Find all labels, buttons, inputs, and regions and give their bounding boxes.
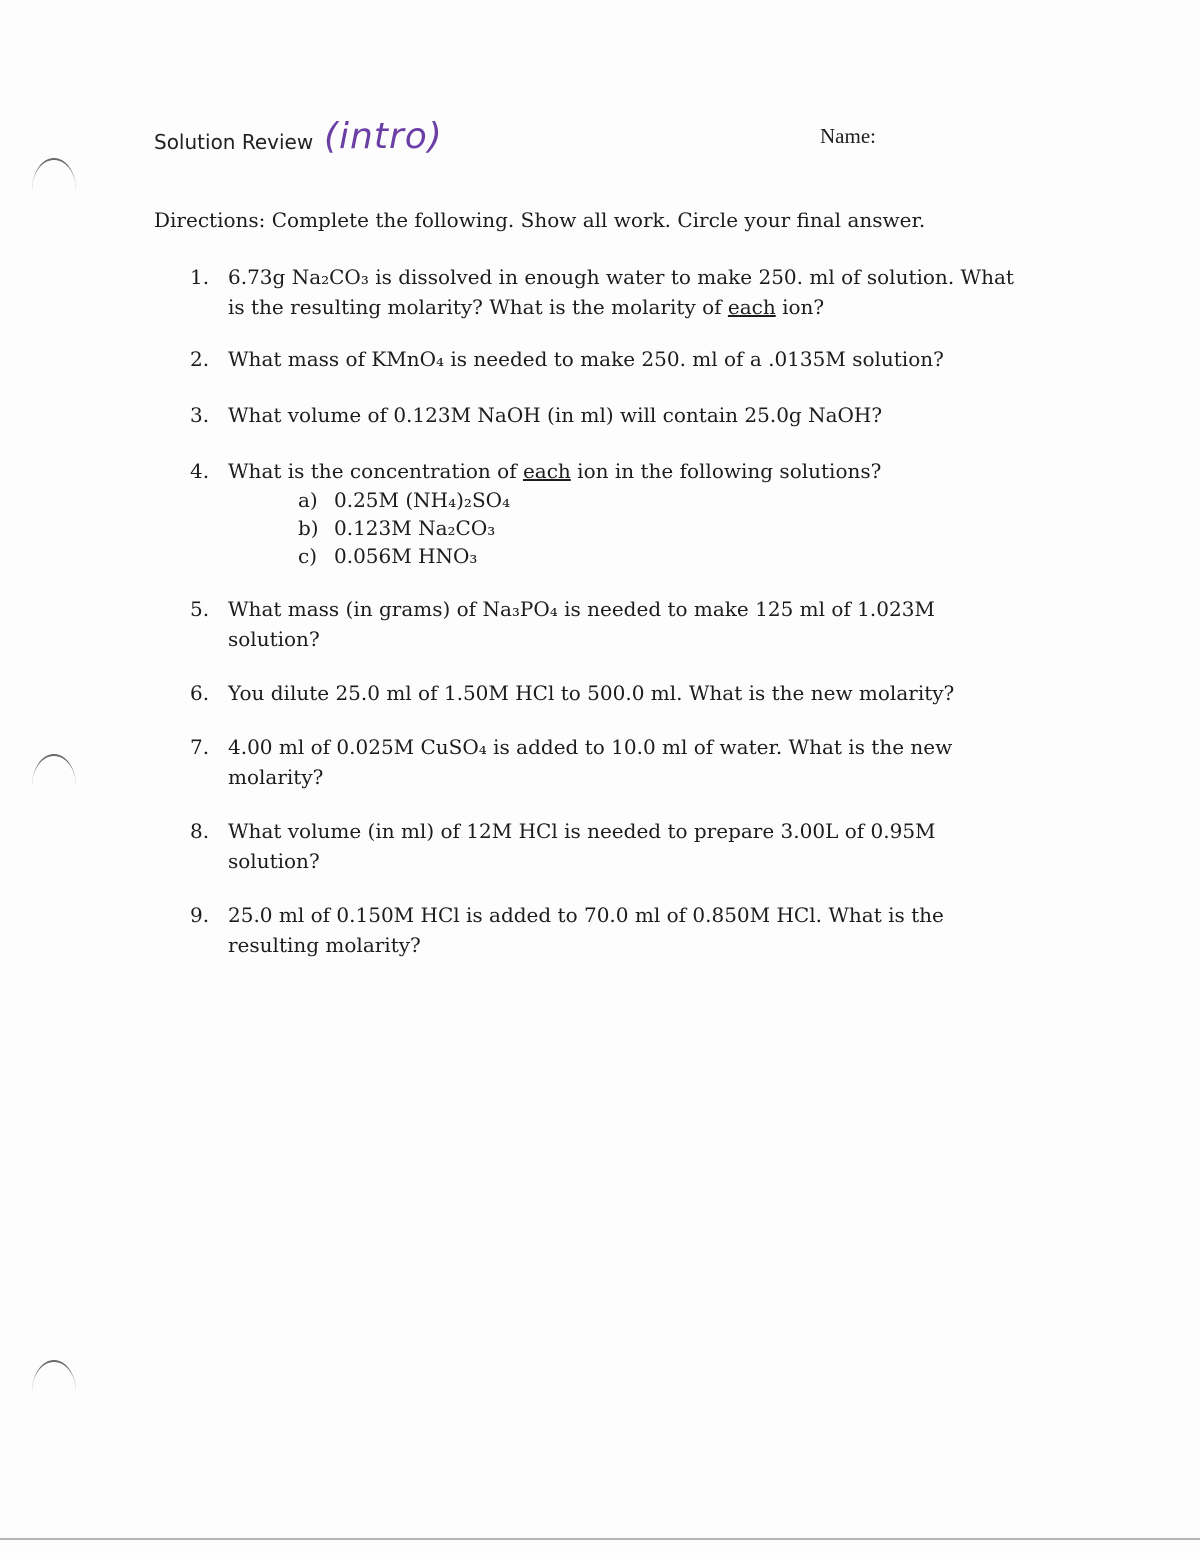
question-text: 6.73g Na₂CO₃ is dissolved in enough water to make 250. ml of solution. What is the resulting molarity? What is the molarity of [228, 265, 1014, 319]
question-5 [190, 594, 1020, 654]
question-6 [190, 678, 1020, 708]
question-text: What mass (in grams) of Na₃PO₄ is needed to make 125 ml of 1.023M solution? [228, 597, 935, 651]
sub-question-letter: c) [298, 544, 318, 568]
question-8 [190, 816, 1020, 876]
directions-text: Directions: Complete the following. Show all work. Circle your final answer. [154, 208, 926, 232]
sub-question-letter: a) [298, 488, 318, 512]
question-list [190, 262, 1020, 960]
question-2 [190, 344, 1020, 374]
question-text: What volume (in ml) of 12M HCl is needed to prepare 3.00L of 0.95M solution? [228, 819, 936, 873]
page-edge-line [0, 1538, 1200, 1540]
sub-question-text: 0.056M HNO₃ [334, 544, 478, 568]
question-7 [190, 732, 1020, 792]
hole-punch-mark [32, 754, 76, 786]
sub-question-c [298, 542, 1020, 570]
question-1 [190, 262, 1020, 322]
question-text: 25.0 ml of 0.150M HCl is added to 70.0 ml of 0.850M HCl. What is the resulting molarity? [228, 903, 944, 957]
emphasis-text: each [522, 459, 571, 483]
hole-punch-mark [32, 1360, 76, 1392]
question-number: 2. [190, 347, 210, 371]
question-text: What mass of KMnO₄ is needed to make 250. ml of a .0135M solution? [228, 347, 944, 371]
question-number: 7. [190, 735, 210, 759]
question-number: 5. [190, 597, 210, 621]
emphasis-text: each [727, 295, 776, 319]
question-text: What volume of 0.123M NaOH (in ml) will contain 25.0g NaOH? [228, 403, 883, 427]
question-number: 6. [190, 681, 210, 705]
handwritten-note: (intro) [324, 116, 443, 157]
question-text: You dilute 25.0 ml of 1.50M HCl to 500.0 ml. What is the new molarity? [228, 681, 955, 705]
question-9 [190, 900, 1020, 960]
sub-question-a [298, 486, 1020, 514]
worksheet-header [154, 118, 954, 178]
question-number: 1. [190, 265, 210, 289]
question-text: ion in the following solutions? [570, 459, 882, 483]
hole-punch-mark [32, 158, 76, 190]
question-text: What is the concentration of [228, 459, 523, 483]
question-text: ion? [775, 295, 825, 319]
sub-question-list [228, 486, 1020, 570]
question-text: 4.00 ml of 0.025M CuSO₄ is added to 10.0 ml of water. What is the new molarity? [228, 735, 953, 789]
question-3 [190, 400, 1020, 430]
question-number: 9. [190, 903, 210, 927]
sub-question-letter: b) [298, 516, 319, 540]
worksheet-title: Solution Review [154, 130, 314, 154]
question-number: 3. [190, 403, 210, 427]
sub-question-text: 0.123M Na₂CO₃ [334, 516, 496, 540]
question-number: 4. [190, 459, 210, 483]
question-number: 8. [190, 819, 210, 843]
name-label: Name: [820, 124, 876, 148]
question-4 [190, 456, 1020, 570]
sub-question-b [298, 514, 1020, 542]
sub-question-text: 0.25M (NH₄)₂SO₄ [334, 488, 511, 512]
